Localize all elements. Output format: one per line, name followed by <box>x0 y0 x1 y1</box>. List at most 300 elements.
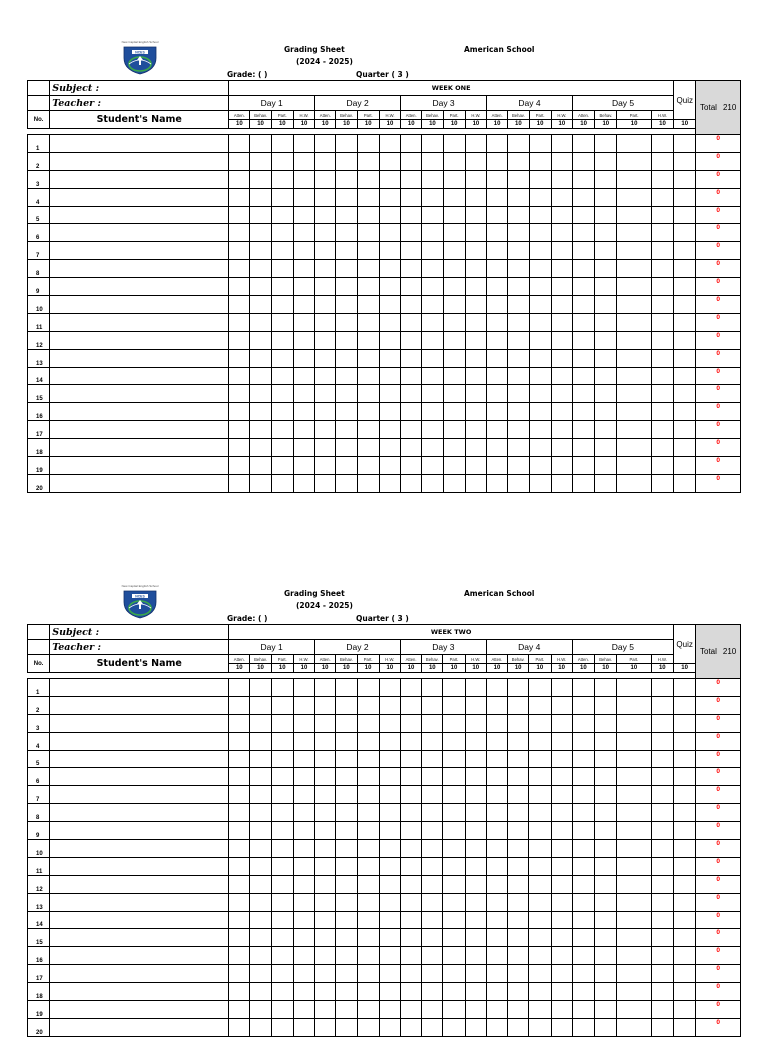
score-cell[interactable] <box>379 679 400 697</box>
student-name-cell[interactable] <box>50 152 229 170</box>
score-cell[interactable] <box>617 947 651 965</box>
score-cell[interactable] <box>508 474 529 492</box>
score-cell[interactable] <box>315 152 336 170</box>
score-cell[interactable] <box>551 385 572 403</box>
score-cell[interactable] <box>250 421 271 439</box>
score-cell[interactable] <box>293 875 314 893</box>
score-cell[interactable] <box>293 474 314 492</box>
score-cell[interactable] <box>486 750 507 768</box>
score-cell[interactable] <box>293 331 314 349</box>
score-cell[interactable] <box>651 983 673 1001</box>
quiz-score-cell[interactable] <box>674 296 696 314</box>
score-cell[interactable] <box>293 242 314 260</box>
student-name-cell[interactable] <box>50 260 229 278</box>
score-cell[interactable] <box>551 260 572 278</box>
score-cell[interactable] <box>401 403 422 421</box>
score-cell[interactable] <box>486 679 507 697</box>
score-cell[interactable] <box>617 679 651 697</box>
score-cell[interactable] <box>594 911 616 929</box>
score-cell[interactable] <box>229 457 250 475</box>
score-cell[interactable] <box>422 439 443 457</box>
score-cell[interactable] <box>651 474 673 492</box>
score-cell[interactable] <box>443 421 465 439</box>
score-cell[interactable] <box>229 911 250 929</box>
score-cell[interactable] <box>651 732 673 750</box>
score-cell[interactable] <box>229 786 250 804</box>
score-cell[interactable] <box>422 822 443 840</box>
score-cell[interactable] <box>293 385 314 403</box>
score-cell[interactable] <box>443 385 465 403</box>
score-cell[interactable] <box>617 152 651 170</box>
score-cell[interactable] <box>271 822 293 840</box>
score-cell[interactable] <box>465 929 486 947</box>
score-cell[interactable] <box>293 840 314 858</box>
student-name-cell[interactable] <box>50 385 229 403</box>
score-cell[interactable] <box>487 242 508 260</box>
score-cell[interactable] <box>443 911 465 929</box>
score-cell[interactable] <box>315 768 336 786</box>
score-cell[interactable] <box>443 331 465 349</box>
score-cell[interactable] <box>572 696 594 714</box>
score-cell[interactable] <box>336 349 357 367</box>
score-cell[interactable] <box>422 403 443 421</box>
score-cell[interactable] <box>250 893 271 911</box>
score-cell[interactable] <box>487 278 508 296</box>
score-cell[interactable] <box>572 421 594 439</box>
score-cell[interactable] <box>357 403 379 421</box>
score-cell[interactable] <box>315 822 336 840</box>
score-cell[interactable] <box>250 875 271 893</box>
score-cell[interactable] <box>651 804 673 822</box>
score-cell[interactable] <box>551 840 572 858</box>
score-cell[interactable] <box>443 152 465 170</box>
score-cell[interactable] <box>551 439 572 457</box>
score-cell[interactable] <box>400 875 421 893</box>
score-cell[interactable] <box>271 135 293 153</box>
score-cell[interactable] <box>594 840 616 858</box>
score-cell[interactable] <box>465 439 486 457</box>
score-cell[interactable] <box>617 367 651 385</box>
score-cell[interactable] <box>271 349 293 367</box>
score-cell[interactable] <box>529 965 551 983</box>
score-cell[interactable] <box>572 188 594 206</box>
score-cell[interactable] <box>594 1001 616 1019</box>
score-cell[interactable] <box>379 840 400 858</box>
score-cell[interactable] <box>229 1018 250 1036</box>
score-cell[interactable] <box>422 278 443 296</box>
score-cell[interactable] <box>551 331 572 349</box>
score-cell[interactable] <box>336 135 357 153</box>
score-cell[interactable] <box>401 152 422 170</box>
score-cell[interactable] <box>551 911 572 929</box>
score-cell[interactable] <box>357 857 379 875</box>
score-cell[interactable] <box>465 679 486 697</box>
score-cell[interactable] <box>551 696 572 714</box>
score-cell[interactable] <box>443 857 465 875</box>
score-cell[interactable] <box>271 679 293 697</box>
score-cell[interactable] <box>551 278 572 296</box>
score-cell[interactable] <box>486 714 507 732</box>
score-cell[interactable] <box>651 206 673 224</box>
score-cell[interactable] <box>487 349 508 367</box>
score-cell[interactable] <box>271 696 293 714</box>
score-cell[interactable] <box>651 135 673 153</box>
student-name-cell[interactable] <box>50 367 229 385</box>
quiz-score-cell[interactable] <box>674 474 696 492</box>
score-cell[interactable] <box>379 1001 400 1019</box>
score-cell[interactable] <box>465 965 486 983</box>
score-cell[interactable] <box>551 457 572 475</box>
score-cell[interactable] <box>336 696 357 714</box>
quiz-score-cell[interactable] <box>674 439 696 457</box>
score-cell[interactable] <box>293 929 314 947</box>
score-cell[interactable] <box>357 947 379 965</box>
score-cell[interactable] <box>508 421 529 439</box>
score-cell[interactable] <box>271 983 293 1001</box>
score-cell[interactable] <box>465 224 486 242</box>
score-cell[interactable] <box>551 875 572 893</box>
score-cell[interactable] <box>229 965 250 983</box>
score-cell[interactable] <box>357 929 379 947</box>
score-cell[interactable] <box>595 313 617 331</box>
score-cell[interactable] <box>357 1018 379 1036</box>
score-cell[interactable] <box>529 750 551 768</box>
score-cell[interactable] <box>595 152 617 170</box>
score-cell[interactable] <box>594 786 616 804</box>
score-cell[interactable] <box>379 421 400 439</box>
score-cell[interactable] <box>379 206 400 224</box>
score-cell[interactable] <box>443 206 465 224</box>
score-cell[interactable] <box>572 367 594 385</box>
score-cell[interactable] <box>551 313 572 331</box>
score-cell[interactable] <box>271 768 293 786</box>
score-cell[interactable] <box>250 457 271 475</box>
score-cell[interactable] <box>250 439 271 457</box>
score-cell[interactable] <box>401 135 422 153</box>
score-cell[interactable] <box>651 696 673 714</box>
quiz-score-cell[interactable] <box>674 313 696 331</box>
score-cell[interactable] <box>465 804 486 822</box>
score-cell[interactable] <box>229 242 250 260</box>
quiz-score-cell[interactable] <box>674 135 696 153</box>
score-cell[interactable] <box>651 331 673 349</box>
student-name-cell[interactable] <box>50 893 229 911</box>
score-cell[interactable] <box>617 911 651 929</box>
score-cell[interactable] <box>422 188 443 206</box>
score-cell[interactable] <box>617 385 651 403</box>
score-cell[interactable] <box>595 224 617 242</box>
score-cell[interactable] <box>422 474 443 492</box>
score-cell[interactable] <box>508 278 529 296</box>
score-cell[interactable] <box>379 893 400 911</box>
score-cell[interactable] <box>551 224 572 242</box>
score-cell[interactable] <box>293 313 314 331</box>
quiz-score-cell[interactable] <box>674 983 696 1001</box>
score-cell[interactable] <box>293 768 314 786</box>
score-cell[interactable] <box>508 242 529 260</box>
score-cell[interactable] <box>229 331 250 349</box>
score-cell[interactable] <box>595 135 617 153</box>
score-cell[interactable] <box>315 296 336 314</box>
score-cell[interactable] <box>617 206 651 224</box>
score-cell[interactable] <box>486 875 507 893</box>
score-cell[interactable] <box>422 313 443 331</box>
score-cell[interactable] <box>651 857 673 875</box>
score-cell[interactable] <box>422 349 443 367</box>
score-cell[interactable] <box>293 750 314 768</box>
score-cell[interactable] <box>617 929 651 947</box>
score-cell[interactable] <box>487 403 508 421</box>
score-cell[interactable] <box>617 421 651 439</box>
score-cell[interactable] <box>443 822 465 840</box>
student-name-cell[interactable] <box>50 457 229 475</box>
score-cell[interactable] <box>443 188 465 206</box>
score-cell[interactable] <box>443 457 465 475</box>
score-cell[interactable] <box>617 278 651 296</box>
score-cell[interactable] <box>315 403 336 421</box>
score-cell[interactable] <box>529 1001 551 1019</box>
score-cell[interactable] <box>572 929 594 947</box>
score-cell[interactable] <box>293 152 314 170</box>
score-cell[interactable] <box>293 278 314 296</box>
score-cell[interactable] <box>229 947 250 965</box>
score-cell[interactable] <box>551 786 572 804</box>
score-cell[interactable] <box>443 170 465 188</box>
score-cell[interactable] <box>443 403 465 421</box>
score-cell[interactable] <box>465 296 486 314</box>
score-cell[interactable] <box>271 206 293 224</box>
student-name-cell[interactable] <box>50 349 229 367</box>
score-cell[interactable] <box>336 732 357 750</box>
score-cell[interactable] <box>229 893 250 911</box>
score-cell[interactable] <box>422 331 443 349</box>
score-cell[interactable] <box>315 911 336 929</box>
score-cell[interactable] <box>271 439 293 457</box>
score-cell[interactable] <box>651 893 673 911</box>
score-cell[interactable] <box>357 786 379 804</box>
score-cell[interactable] <box>529 714 551 732</box>
score-cell[interactable] <box>465 206 486 224</box>
score-cell[interactable] <box>651 786 673 804</box>
score-cell[interactable] <box>315 135 336 153</box>
score-cell[interactable] <box>595 421 617 439</box>
score-cell[interactable] <box>229 750 250 768</box>
score-cell[interactable] <box>529 439 551 457</box>
score-cell[interactable] <box>315 732 336 750</box>
score-cell[interactable] <box>651 242 673 260</box>
score-cell[interactable] <box>465 857 486 875</box>
score-cell[interactable] <box>271 786 293 804</box>
score-cell[interactable] <box>529 768 551 786</box>
score-cell[interactable] <box>595 474 617 492</box>
score-cell[interactable] <box>400 714 421 732</box>
score-cell[interactable] <box>551 403 572 421</box>
score-cell[interactable] <box>379 696 400 714</box>
score-cell[interactable] <box>551 188 572 206</box>
score-cell[interactable] <box>315 206 336 224</box>
score-cell[interactable] <box>595 206 617 224</box>
score-cell[interactable] <box>315 786 336 804</box>
score-cell[interactable] <box>293 457 314 475</box>
score-cell[interactable] <box>617 313 651 331</box>
score-cell[interactable] <box>229 152 250 170</box>
student-name-cell[interactable] <box>50 206 229 224</box>
score-cell[interactable] <box>508 911 529 929</box>
score-cell[interactable] <box>357 367 379 385</box>
score-cell[interactable] <box>594 983 616 1001</box>
score-cell[interactable] <box>465 260 486 278</box>
score-cell[interactable] <box>443 786 465 804</box>
score-cell[interactable] <box>465 750 486 768</box>
score-cell[interactable] <box>271 457 293 475</box>
score-cell[interactable] <box>651 260 673 278</box>
score-cell[interactable] <box>315 947 336 965</box>
score-cell[interactable] <box>379 403 400 421</box>
score-cell[interactable] <box>529 474 551 492</box>
score-cell[interactable] <box>336 224 357 242</box>
score-cell[interactable] <box>486 983 507 1001</box>
score-cell[interactable] <box>422 965 443 983</box>
score-cell[interactable] <box>401 170 422 188</box>
score-cell[interactable] <box>293 439 314 457</box>
score-cell[interactable] <box>651 152 673 170</box>
score-cell[interactable] <box>572 714 594 732</box>
score-cell[interactable] <box>651 421 673 439</box>
score-cell[interactable] <box>271 385 293 403</box>
score-cell[interactable] <box>379 349 400 367</box>
score-cell[interactable] <box>336 983 357 1001</box>
score-cell[interactable] <box>315 421 336 439</box>
student-name-cell[interactable] <box>50 822 229 840</box>
score-cell[interactable] <box>229 403 250 421</box>
score-cell[interactable] <box>465 1001 486 1019</box>
score-cell[interactable] <box>487 367 508 385</box>
quiz-score-cell[interactable] <box>674 206 696 224</box>
score-cell[interactable] <box>357 439 379 457</box>
quiz-score-cell[interactable] <box>674 331 696 349</box>
score-cell[interactable] <box>572 893 594 911</box>
score-cell[interactable] <box>465 768 486 786</box>
score-cell[interactable] <box>617 242 651 260</box>
score-cell[interactable] <box>250 1001 271 1019</box>
score-cell[interactable] <box>379 1018 400 1036</box>
score-cell[interactable] <box>400 1018 421 1036</box>
score-cell[interactable] <box>400 804 421 822</box>
score-cell[interactable] <box>293 679 314 697</box>
quiz-score-cell[interactable] <box>674 385 696 403</box>
score-cell[interactable] <box>229 367 250 385</box>
score-cell[interactable] <box>594 857 616 875</box>
score-cell[interactable] <box>508 331 529 349</box>
score-cell[interactable] <box>315 750 336 768</box>
score-cell[interactable] <box>379 385 400 403</box>
score-cell[interactable] <box>486 911 507 929</box>
score-cell[interactable] <box>651 1001 673 1019</box>
score-cell[interactable] <box>465 875 486 893</box>
score-cell[interactable] <box>336 679 357 697</box>
student-name-cell[interactable] <box>50 929 229 947</box>
score-cell[interactable] <box>651 224 673 242</box>
score-cell[interactable] <box>336 188 357 206</box>
score-cell[interactable] <box>487 313 508 331</box>
student-name-cell[interactable] <box>50 679 229 697</box>
score-cell[interactable] <box>508 385 529 403</box>
score-cell[interactable] <box>595 331 617 349</box>
score-cell[interactable] <box>250 822 271 840</box>
score-cell[interactable] <box>293 911 314 929</box>
score-cell[interactable] <box>551 714 572 732</box>
score-cell[interactable] <box>379 965 400 983</box>
score-cell[interactable] <box>379 242 400 260</box>
score-cell[interactable] <box>422 1018 443 1036</box>
score-cell[interactable] <box>336 804 357 822</box>
score-cell[interactable] <box>529 421 551 439</box>
score-cell[interactable] <box>572 732 594 750</box>
score-cell[interactable] <box>617 457 651 475</box>
score-cell[interactable] <box>422 367 443 385</box>
score-cell[interactable] <box>508 714 529 732</box>
score-cell[interactable] <box>617 804 651 822</box>
score-cell[interactable] <box>508 696 529 714</box>
score-cell[interactable] <box>357 696 379 714</box>
student-name-cell[interactable] <box>50 875 229 893</box>
student-name-cell[interactable] <box>50 768 229 786</box>
score-cell[interactable] <box>422 750 443 768</box>
score-cell[interactable] <box>379 947 400 965</box>
score-cell[interactable] <box>465 421 486 439</box>
score-cell[interactable] <box>271 152 293 170</box>
score-cell[interactable] <box>508 679 529 697</box>
score-cell[interactable] <box>529 331 551 349</box>
student-name-cell[interactable] <box>50 1018 229 1036</box>
score-cell[interactable] <box>336 947 357 965</box>
score-cell[interactable] <box>651 875 673 893</box>
score-cell[interactable] <box>594 714 616 732</box>
score-cell[interactable] <box>508 857 529 875</box>
score-cell[interactable] <box>443 768 465 786</box>
score-cell[interactable] <box>651 188 673 206</box>
score-cell[interactable] <box>357 804 379 822</box>
score-cell[interactable] <box>379 260 400 278</box>
score-cell[interactable] <box>465 170 486 188</box>
student-name-cell[interactable] <box>50 439 229 457</box>
score-cell[interactable] <box>229 385 250 403</box>
score-cell[interactable] <box>617 983 651 1001</box>
score-cell[interactable] <box>315 679 336 697</box>
score-cell[interactable] <box>617 857 651 875</box>
score-cell[interactable] <box>379 929 400 947</box>
score-cell[interactable] <box>315 188 336 206</box>
score-cell[interactable] <box>400 840 421 858</box>
score-cell[interactable] <box>250 1018 271 1036</box>
score-cell[interactable] <box>529 349 551 367</box>
score-cell[interactable] <box>315 224 336 242</box>
score-cell[interactable] <box>551 135 572 153</box>
score-cell[interactable] <box>293 224 314 242</box>
score-cell[interactable] <box>651 679 673 697</box>
score-cell[interactable] <box>529 732 551 750</box>
score-cell[interactable] <box>551 768 572 786</box>
score-cell[interactable] <box>486 929 507 947</box>
score-cell[interactable] <box>422 296 443 314</box>
score-cell[interactable] <box>293 804 314 822</box>
score-cell[interactable] <box>486 965 507 983</box>
score-cell[interactable] <box>487 206 508 224</box>
score-cell[interactable] <box>229 679 250 697</box>
score-cell[interactable] <box>400 732 421 750</box>
score-cell[interactable] <box>594 804 616 822</box>
score-cell[interactable] <box>508 1001 529 1019</box>
